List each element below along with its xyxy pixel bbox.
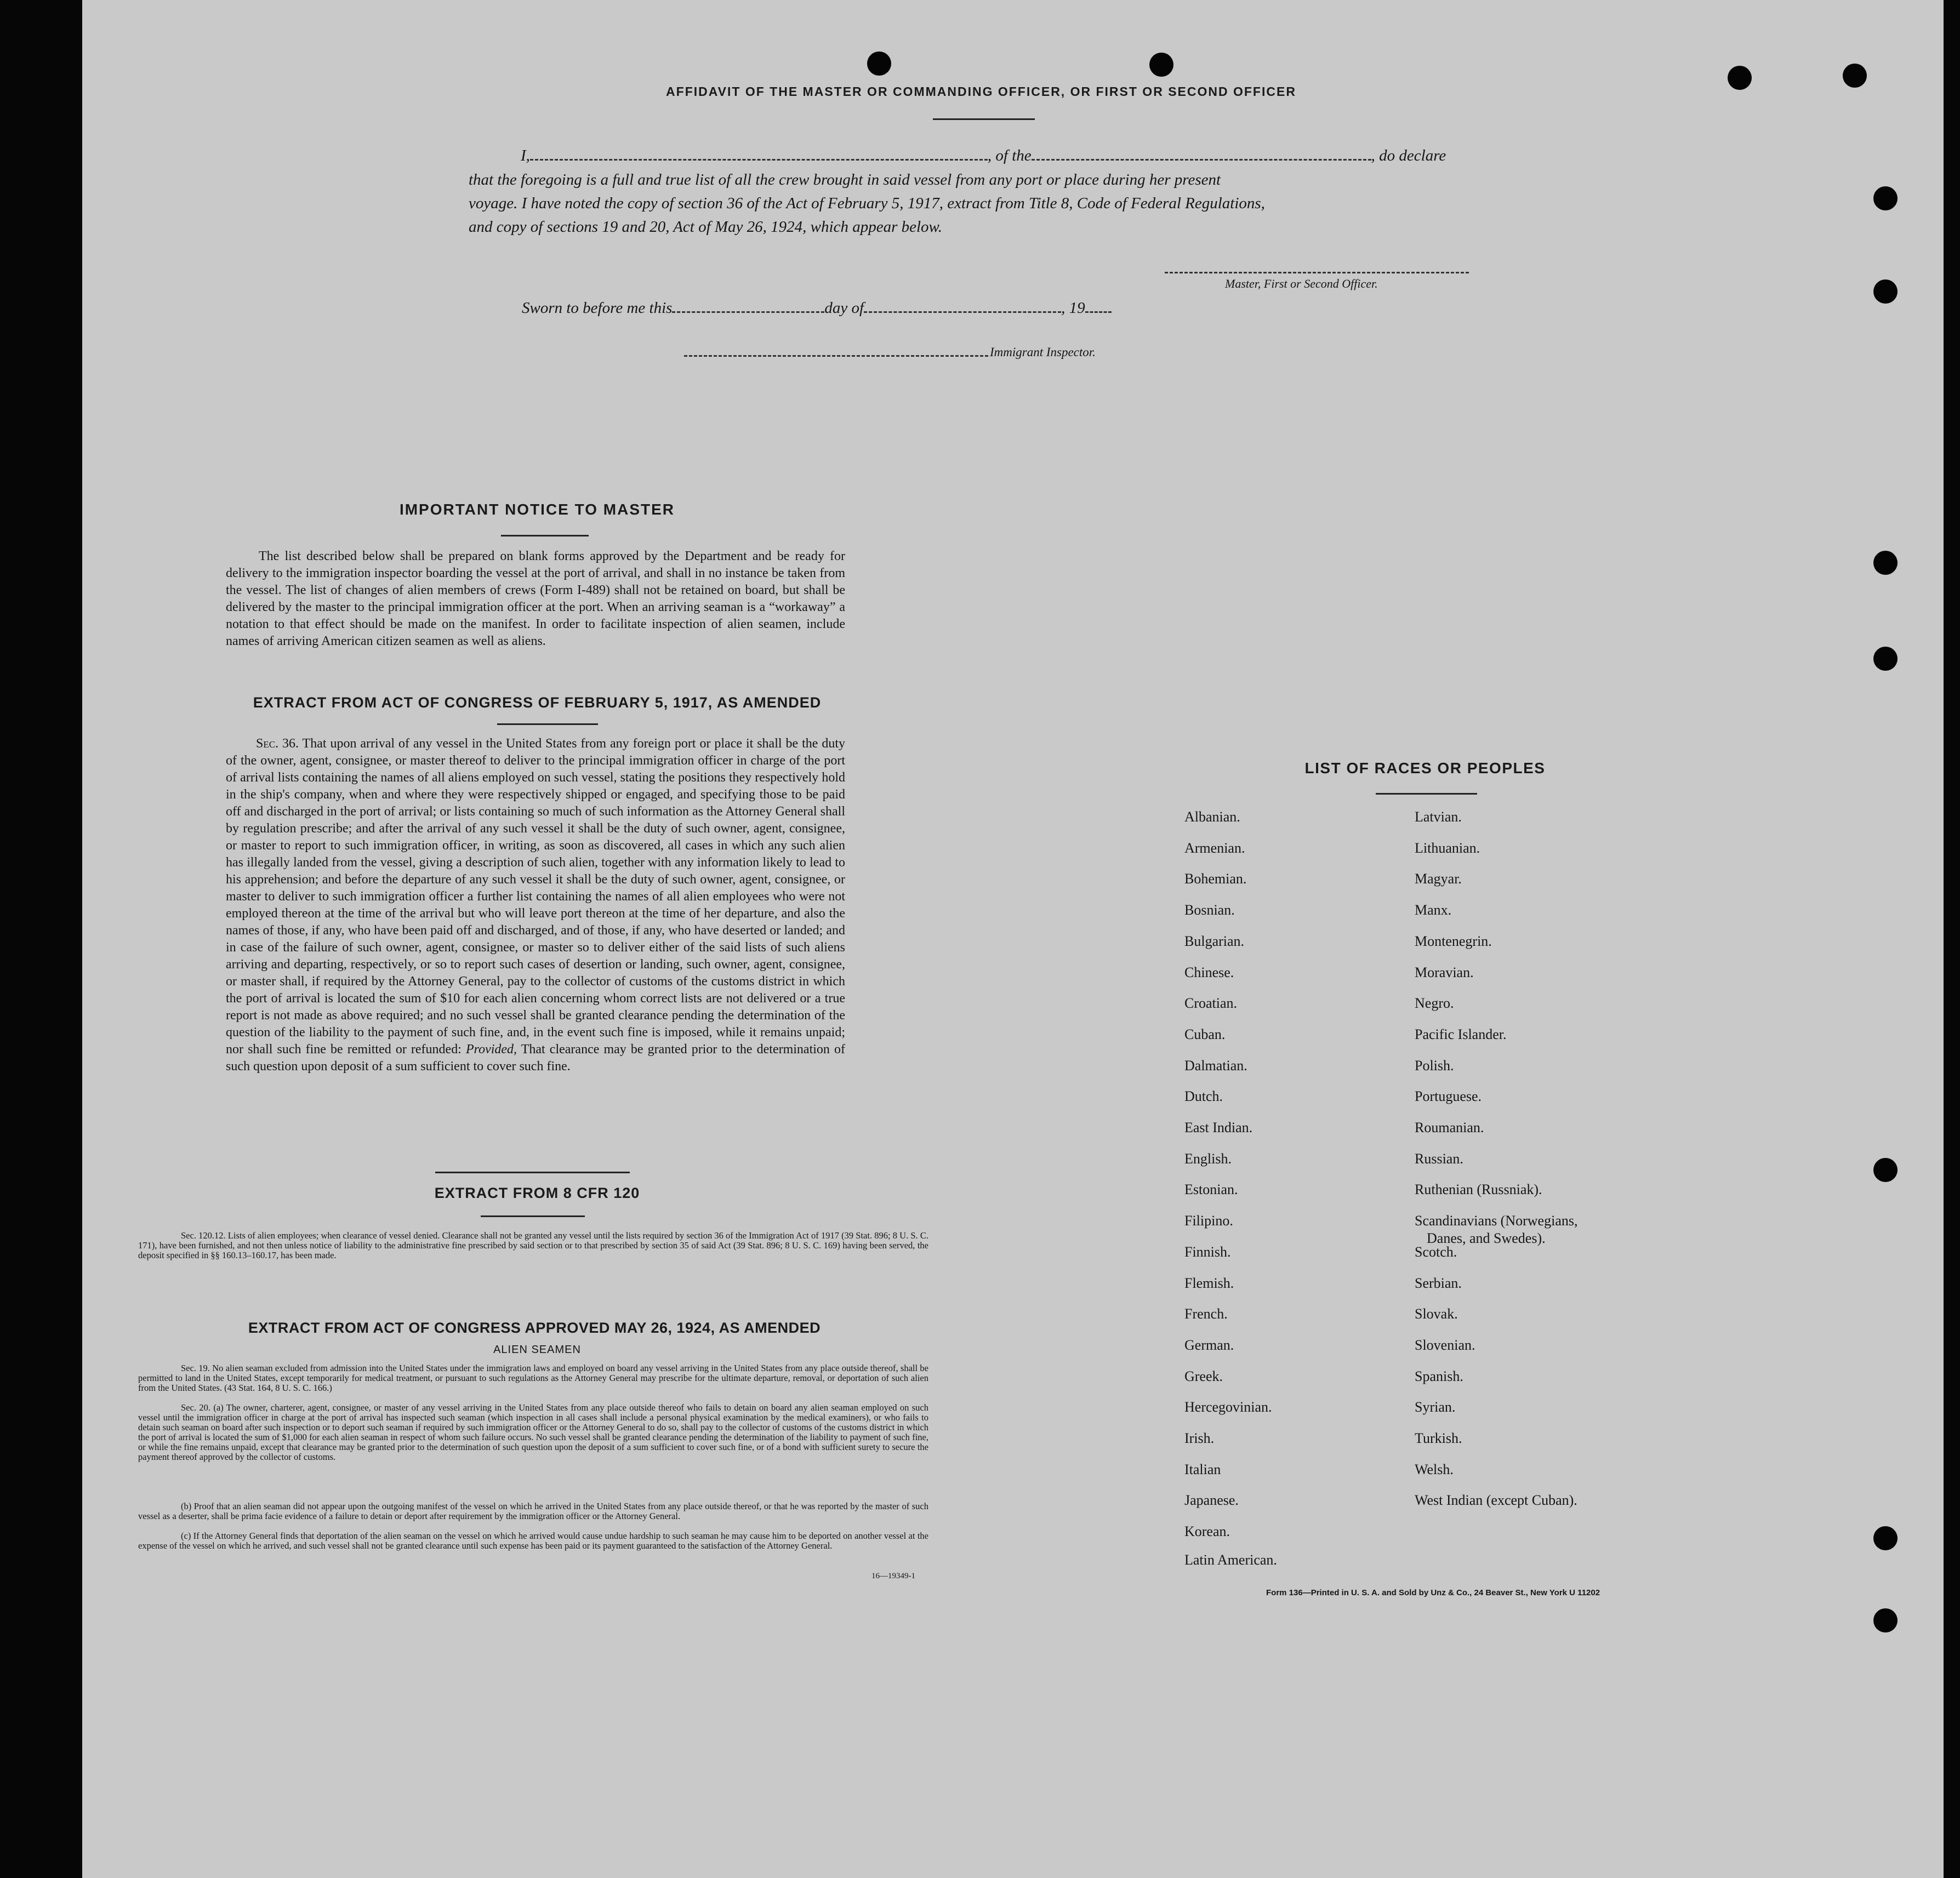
extract-1917-text [226, 735, 845, 1075]
race-item: East Indian. [1184, 1120, 1253, 1135]
race-item: French. [1184, 1306, 1228, 1322]
race-item: Scandinavians (Norwegians, [1415, 1213, 1578, 1229]
punch-hole-right-1 [1873, 186, 1898, 210]
form-print-line: Form 136—Printed in U. S. A. and Sold by Unz & Co., 24 Beaver St., New York U 11202 [1266, 1588, 1600, 1597]
notice-text: The list described below shall be prepared on blank forms approved by the Department and be ready for delivery to the immigration inspector boarding the vessel at the port of arrival, and shall in no instance be taken from the vessel. The list of changes of alien members of crews (Form I-489) shall not be retained on board, but shall be delivered by the master to the principal immigration officer at the port. When an arriving seaman is a “workaway” a notation to that effect should be made on the manifest. In order to facilitate inspection of alien seamen, include names of arriving American citizen seamen as well as aliens. [226, 549, 845, 648]
sworn-day-of: day of [824, 299, 864, 317]
race-item: Serbian. [1415, 1275, 1462, 1291]
declaration-line-2: that the foregoing is a full and true list of all the crew brought in said vessel from any port or place during her present [469, 171, 1221, 189]
sworn-prefix: Sworn to before me this [522, 299, 673, 317]
race-item: Slovak. [1415, 1306, 1458, 1322]
race-item: Italian [1184, 1461, 1221, 1477]
sec-20a-text: Sec. 20. (a) The owner, charterer, agent, consignee, or master of any vessel arriving in the United States from any place outside thereof who fails to detain on board any alien seaman employed on such vessel until the immigration officer in charge at the port of arrival has inspected such seaman (which inspection in all cases shall include a personal physical examination by the medical examiners), or who fails to detain such seaman on board after such inspection or to deport such seaman if required by such immigration officer or the Attorney General to do so, shall pay to the collector of customs of the customs district in which the port of arrival is located the sum of $1,000 for each alien seaman in respect of whom such failure occurs. No such vessel shall be granted clearance pending the determination of the liability to payment of such fine, or while the fine remains unpaid, except that clearance may be granted prior to the determination of such question upon the deposit of a sum sufficient to cover such fine, or of a bond with sufficient surety to secure the payment thereof approved by the collector of customs. [138, 1402, 928, 1462]
race-item: Finnish. [1184, 1243, 1231, 1260]
inspector-caption: Immigrant Inspector. [990, 345, 1096, 359]
race-item: Dutch. [1184, 1088, 1223, 1105]
form-code: 16—19349-1 [871, 1572, 915, 1580]
race-item: Greek. [1184, 1368, 1223, 1384]
race-item: Japanese. [1184, 1492, 1239, 1509]
extract-1924-title: EXTRACT FROM ACT OF CONGRESS APPROVED MAY 26, 1924, AS AMENDED [248, 1320, 821, 1336]
races-title: LIST OF RACES OR PEOPLES [1304, 760, 1546, 777]
inspector-signature-blank[interactable] [684, 350, 988, 357]
race-item: Armenian. [1184, 840, 1245, 856]
race-item: Bohemian. [1184, 871, 1247, 887]
punch-hole-top-4 [1843, 64, 1867, 88]
affidavit-title-rule [933, 118, 1035, 120]
race-item: Slovenian. [1415, 1337, 1475, 1353]
race-item: Russian. [1415, 1150, 1463, 1167]
race-item: Polish. [1415, 1057, 1454, 1074]
cfr-title-rule [481, 1215, 585, 1217]
declarant-label: I, [521, 147, 530, 164]
race-item: West Indian (except Cuban). [1415, 1492, 1577, 1509]
punch-hole-right-2 [1873, 279, 1898, 304]
race-item: Hercegovinian. [1184, 1399, 1272, 1415]
race-item: Turkish. [1415, 1430, 1462, 1446]
notice-title-rule [501, 535, 589, 536]
race-item: Irish. [1184, 1430, 1215, 1446]
race-item: Bosnian. [1184, 902, 1235, 918]
sworn-day-blank[interactable] [672, 306, 824, 313]
extract-1917-title-rule [497, 723, 598, 725]
declarant-name-blank[interactable] [530, 153, 988, 161]
race-item: Latin American. [1184, 1552, 1277, 1568]
race-item: Negro. [1415, 995, 1454, 1012]
race-item: Scotch. [1415, 1243, 1457, 1260]
race-item: Estonian. [1184, 1181, 1238, 1198]
race-item: English. [1184, 1150, 1232, 1167]
race-item: Dalmatian. [1184, 1057, 1247, 1074]
sec-20b-text: (b) Proof that an alien seaman did not appear upon the outgoing manifest of the vessel on which he arrived in the United States from any place outside thereof, or that he was reported by the master of such vessel as a deserter, shall be prima facie evidence of a failure to detain or deport after requirement by the immigration officer or the Attorney General. [138, 1501, 928, 1521]
sworn-month-blank[interactable] [864, 306, 1061, 313]
master-caption: Master, First or Second Officer. [1225, 277, 1378, 290]
races-left-column [1184, 809, 1404, 1576]
race-item: Filipino. [1184, 1213, 1233, 1229]
notice-title: IMPORTANT NOTICE TO MASTER [399, 501, 675, 518]
sworn-year-blank[interactable] [1085, 306, 1112, 313]
race-item: Bulgarian. [1184, 933, 1245, 949]
punch-hole-right-7 [1873, 1608, 1898, 1632]
race-item: Flemish. [1184, 1275, 1234, 1291]
race-item: Chinese. [1184, 964, 1234, 980]
punch-hole-right-3 [1873, 551, 1898, 575]
race-item: Albanian. [1184, 809, 1240, 825]
master-signature-blank[interactable] [1165, 266, 1469, 273]
declaration-line-3: voyage. I have noted the copy of section 36 of the Act of February 5, 1917, extract from Title 8, Code of Federal Regulations, [469, 195, 1265, 212]
race-item: Lithuanian. [1415, 840, 1480, 856]
punch-hole-top-2 [1149, 53, 1173, 77]
extract-cfr-text: Sec. 120.12. Lists of alien employees; when clearance of vessel denied. Clearance shall not be granted any vessel until the lists required by section 36 of the Immigration Act of 1917 (39 Stat. 896; 8 U. S. C. 171), have been furnished, and not then unless notice of liability to the administrative fine prescribed by said section or to that prescribed by section 35 of said Act (39 Stat. 896; 8 U. S. C. 169) having been served, the deposit specified in §§ 160.13–160.17, has been made. [138, 1230, 928, 1260]
declaration-first-line [521, 147, 1502, 165]
races-title-rule [1376, 793, 1477, 795]
punch-hole-right-6 [1873, 1526, 1898, 1550]
sec-36-body: That upon arrival of any vessel in the United States from any foreign port or place it shall be the duty of the owner, agent, consignee, or master thereof to deliver to the principal immigration officer in charge of the port of arrival lists containing the names of all aliens employed on such vessel, stating the positions they respectively hold in the ship's company, when and where they were respectively shipped or engaged, and specifying those to be paid off and discharged in the port of arrival; or lists containing so much of such information as the Attorney General shall by regulation prescribe; and after the arrival of any such vessel it shall be the duty of such owner, agent, consignee, or master to report to such immigration officer, in writing, as soon as discovered, all cases in which any such alien has illegally landed from the vessel, giving a description of such alien, together with any information likely to lead to his apprehension; and before the departure of any such vessel it shall be the duty of such owner, agent, consignee, or master to deliver to such immigration officer a further list containing the names of all alien employees who were not employed thereon at the time of the arrival but who will leave port thereon at the time of her departure, and also the names of those, if any, who have been paid off and discharged, and of those, if any, who have deserted or landed; and in case of the failure of such owner, agent, consignee, or master so to deliver either of the said lists of such aliens arriving and departing, respectively, or so to report such cases of desertion or landing, such owner, agent, consignee, or master shall, if required by the Attorney General, pay to the collector of customs of the customs district in which the port of arrival is located the sum of $10 for each alien concerning whom correct lists are not delivered or a true report is not made as above required; and no such vessel shall be granted clearance pending the determination of the question of the liability to the payment of such fine, and, in the event such fine is imposed, while it remains unpaid; nor shall such fine be remitted or refunded: [226, 737, 845, 1057]
race-item: Magyar. [1415, 871, 1462, 887]
punch-hole-right-4 [1873, 647, 1898, 671]
declare-label: , do declare [1371, 147, 1446, 164]
affidavit-title: AFFIDAVIT OF THE MASTER OR COMMANDING OFFICER, OR FIRST OR SECOND OFFICER [666, 84, 1296, 99]
punch-hole-top-1 [867, 52, 891, 76]
extract-1917-title: EXTRACT FROM ACT OF CONGRESS OF FEBRUARY 5, 1917, AS AMENDED [253, 694, 822, 711]
cfr-top-rule [435, 1172, 630, 1173]
sec-36-proviso: That clearance may be granted prior to the determination of such question upon deposit of a sum sufficient to cover such fine. [226, 1042, 846, 1074]
race-item: Roumanian. [1415, 1120, 1484, 1135]
race-item: Croatian. [1184, 995, 1238, 1012]
race-item: Manx. [1415, 902, 1452, 918]
race-item: Portuguese. [1415, 1088, 1482, 1105]
vessel-name-blank[interactable] [1032, 153, 1371, 161]
race-item: Spanish. [1415, 1368, 1463, 1384]
punch-hole-top-3 [1728, 66, 1752, 90]
race-item: Pacific Islander. [1415, 1026, 1507, 1042]
race-item: Latvian. [1415, 809, 1462, 825]
race-item: Danes, and Swedes). [1427, 1230, 1546, 1247]
race-item: German. [1184, 1337, 1234, 1353]
race-item: Cuban. [1184, 1026, 1226, 1042]
sec-20c-text: (c) If the Attorney General finds that deportation of the alien seaman on the vessel on which he arrived would cause undue hardship to such seaman he may cause him to be deported on another vessel at the expense of the vessel on which he arrived, and such vessel shall not be granted clearance until such expense has been paid or its payment guaranteed to the satisfaction of the Attorney General. [138, 1531, 928, 1551]
extract-cfr-title: EXTRACT FROM 8 CFR 120 [434, 1185, 640, 1201]
race-item: Syrian. [1415, 1399, 1456, 1415]
race-item: Ruthenian (Russniak). [1415, 1181, 1542, 1198]
sworn-year: , 19 [1061, 299, 1085, 317]
vessel-label: , of the [987, 147, 1032, 164]
declaration-line-4: and copy of sections 19 and 20, Act of May 26, 1924, which appear below. [469, 218, 942, 236]
race-item: Welsh. [1415, 1461, 1454, 1477]
punch-hole-right-5 [1873, 1158, 1898, 1182]
provided-word: Provided, [465, 1042, 517, 1057]
race-item: Korean. [1184, 1523, 1230, 1540]
race-item: Montenegrin. [1415, 933, 1492, 949]
race-item: Moravian. [1415, 964, 1474, 980]
sworn-line [522, 299, 1112, 317]
extract-1924-subtitle: ALIEN SEAMEN [493, 1344, 581, 1356]
sec-36-label: Sec. 36. [256, 737, 299, 751]
races-right-column [1415, 809, 1722, 1576]
sec-19-text: Sec. 19. No alien seaman excluded from admission into the United States under the immigration laws and employed on board any vessel arriving in the United States from any place outside thereof, shall be permitted to land in the United States, except temporarily for medical treatment, or pursuant to such regulations as the Attorney General may prescribe for the ultimate departure, removal, or deportation of such alien from the United States. (43 Stat. 164, 8 U. S. C. 166.) [138, 1363, 928, 1393]
